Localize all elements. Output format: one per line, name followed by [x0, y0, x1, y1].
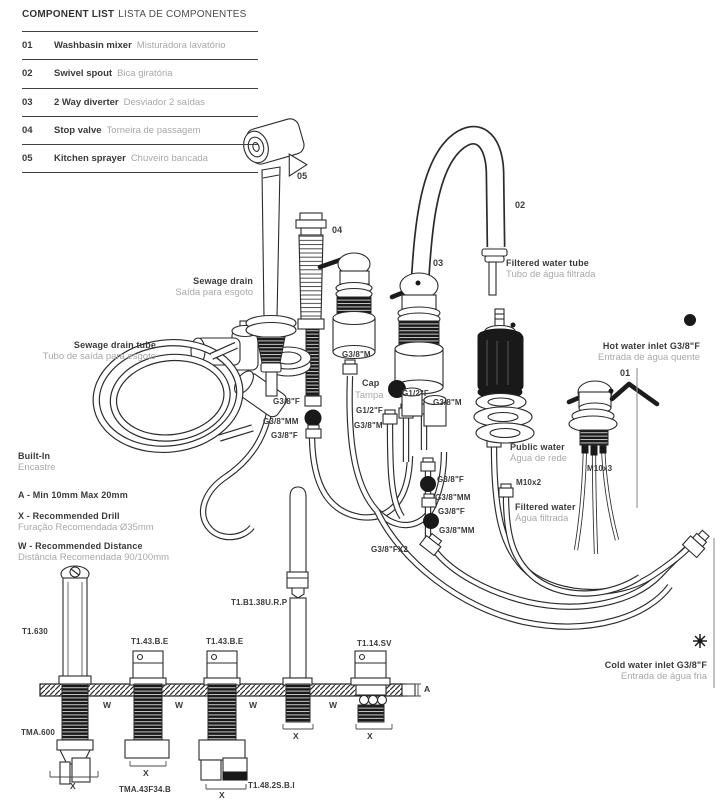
- note-x: [18, 510, 154, 534]
- thread-label-g38f-r1: G3/8"F: [437, 475, 464, 484]
- cap-label-pt-wrap: [355, 390, 384, 402]
- filtered-water-label-en: Filtered water: [515, 502, 576, 512]
- hot-water-inlet-label: [598, 340, 700, 364]
- row-num: 03: [22, 96, 33, 108]
- component-list: [22, 9, 258, 173]
- hot-water-inlet-label-pt: Entrada de água quente: [598, 352, 700, 363]
- dim-w-2: W: [175, 700, 184, 710]
- part-number-t1482sbi: T1.48.2S.B.I: [248, 781, 295, 790]
- filter-dot-icon: [511, 323, 515, 327]
- row-name-en: 2 Way diverter: [54, 96, 119, 108]
- thread-label-g38m-a: G3/8"M: [433, 398, 462, 407]
- row-num: 05: [22, 153, 33, 165]
- component-list-row-02: [22, 59, 258, 87]
- public-water-label: [510, 441, 567, 465]
- row-name-en: Swivel spout: [54, 68, 113, 80]
- note-w-pt: Distância Recomendada 90/100mm: [18, 552, 170, 563]
- part-ref-01: 01: [620, 368, 631, 378]
- filtered-water-label-pt: Água filtrada: [515, 513, 569, 524]
- hot-water-inlet-label-en: Hot water inlet G3/8"F: [602, 341, 700, 351]
- row-num: 02: [22, 68, 33, 80]
- cold-water-inlet-label-en: Cold water inlet G3/8"F: [604, 660, 707, 670]
- filtered-water-tube-label-pt: Tubo de água filtrada: [506, 269, 596, 280]
- filtered-water-tube-label-en: Filtered water tube: [506, 258, 589, 268]
- thread-label-g38mm-r2: G3/8"MM: [439, 526, 475, 535]
- note-a: A - Min 10mm Max 20mm: [18, 490, 128, 500]
- note-x-en: X - Recommended Drill: [18, 511, 120, 521]
- part-number-tma600: TMA.600: [21, 728, 55, 737]
- sewage-drain-label-pt: Saída para esgoto: [175, 287, 253, 298]
- thread-label-m10x2: M10x2: [516, 478, 542, 487]
- component-list-rows: [22, 31, 258, 173]
- component-list-title-en: COMPONENT LIST: [22, 9, 115, 20]
- dim-x-5: X: [367, 731, 373, 741]
- row-num: 04: [22, 125, 33, 137]
- filter-cartridge-drawing: [474, 309, 534, 443]
- row-name-pt: Desviador 2 saídas: [123, 96, 205, 108]
- cap-label-pt: Tampa: [355, 390, 384, 401]
- t143be-column-2-drawing: [199, 651, 247, 789]
- dim-x-3: X: [219, 790, 225, 800]
- sewage-drain-tube-label: [43, 339, 156, 363]
- thread-label-g38f-r2: G3/8"F: [438, 507, 465, 516]
- note-x-pt: Furação Recomendada Ø35mm: [18, 522, 154, 533]
- part-ref-05: 05: [297, 171, 308, 181]
- cold-water-snowflake-icon: [693, 634, 707, 648]
- part-number-tb138urp: T1.B1.38U.R.P: [231, 598, 288, 607]
- part-number-t1630: T1.630: [22, 627, 48, 636]
- row-name-en: Kitchen sprayer: [54, 153, 126, 165]
- thread-label-g38f-l1: G3/8"F: [273, 397, 300, 406]
- t1630-column-drawing: [50, 566, 98, 784]
- sewage-drain-tube-label-en: Sewage drain tube: [73, 340, 156, 350]
- row-num: 01: [22, 40, 33, 52]
- part-ref-02: 02: [515, 200, 526, 210]
- row-name-pt: Bica giratória: [117, 68, 173, 80]
- thread-label-g12f-a: G1/2"F: [402, 389, 429, 398]
- public-water-label-pt: Água de rede: [510, 453, 568, 464]
- row-name-en: Stop valve: [54, 125, 102, 137]
- sewage-drain-label-en: Sewage drain: [193, 276, 253, 286]
- dim-a: A: [424, 684, 431, 694]
- stop-valve-drawing: [320, 253, 375, 359]
- dim-x-2: X: [143, 768, 149, 778]
- thread-label-g38m-b: G3/8"M: [354, 421, 383, 430]
- note-w-en: W - Recommended Distance: [18, 541, 143, 551]
- part-number-t143be-2: T1.43.B.E: [206, 637, 244, 646]
- note-w: [18, 540, 169, 564]
- built-in-label-pt: Encastre: [18, 462, 56, 473]
- row-name-pt: Misturadora lavatório: [136, 40, 226, 52]
- row-name-pt: Chuveiro bancada: [130, 153, 208, 165]
- row-name-pt: Torneira de passagem: [106, 125, 201, 137]
- component-list-row-05: [22, 144, 258, 173]
- thread-label-g12f-b: G1/2"F: [356, 406, 383, 415]
- thread-label-g38fx2: G3/8"FX2: [371, 545, 409, 554]
- part-ref-03: 03: [433, 258, 444, 268]
- part-number-t114sv: T1.14.SV: [357, 639, 392, 648]
- dim-x-4: X: [293, 731, 299, 741]
- hot-water-dot-icon: [685, 315, 696, 326]
- thread-label-m10x3: M10x3: [587, 464, 613, 473]
- filtered-water-tube-label: [506, 257, 595, 281]
- part-number-tma43f34b: TMA.43F34.B: [119, 785, 171, 794]
- component-list-row-01: [22, 31, 258, 59]
- row-name-en: Washbasin mixer: [54, 40, 132, 52]
- dim-w-4: W: [329, 700, 338, 710]
- diverter-dot-icon: [416, 281, 420, 285]
- built-in-label-en: Built-In: [18, 451, 51, 461]
- component-list-row-04: [22, 116, 258, 144]
- dim-w-1: W: [103, 700, 112, 710]
- cold-water-inlet-label: [605, 659, 707, 683]
- part-number-t143be-1: T1.43.B.E: [131, 637, 169, 646]
- part-ref-04: 04: [332, 225, 343, 235]
- component-list-title: [22, 9, 258, 20]
- dim-x-1: X: [70, 781, 76, 791]
- built-in-label: [18, 450, 56, 474]
- component-list-row-03: [22, 88, 258, 116]
- component-list-title-pt: LISTA DE COMPONENTES: [118, 9, 247, 20]
- dim-w-3: W: [249, 700, 258, 710]
- thread-label-g38m-top: G3/8"M: [342, 350, 371, 359]
- filtered-water-label: [515, 501, 576, 525]
- sewage-drain-tube-label-pt: Tubo de saída para esgoto: [42, 351, 156, 362]
- thread-label-g38f-l2: G3/8"F: [271, 431, 298, 440]
- mixer-dot-icon: [609, 389, 613, 393]
- sewage-drain-label: [175, 275, 253, 299]
- tb138urp-column-drawing: [283, 487, 313, 729]
- cap-label-en: Cap: [362, 378, 380, 388]
- thread-label-g38mm-r1: G3/8"MM: [435, 493, 471, 502]
- t114sv-column-drawing: [351, 651, 392, 729]
- public-water-label-en: Public water: [510, 442, 565, 452]
- thread-label-g38mm-l: G3/8"MM: [263, 417, 299, 426]
- t143be-column-1-drawing: [125, 651, 169, 766]
- cold-water-inlet-label-pt: Entrada de água fria: [620, 671, 707, 682]
